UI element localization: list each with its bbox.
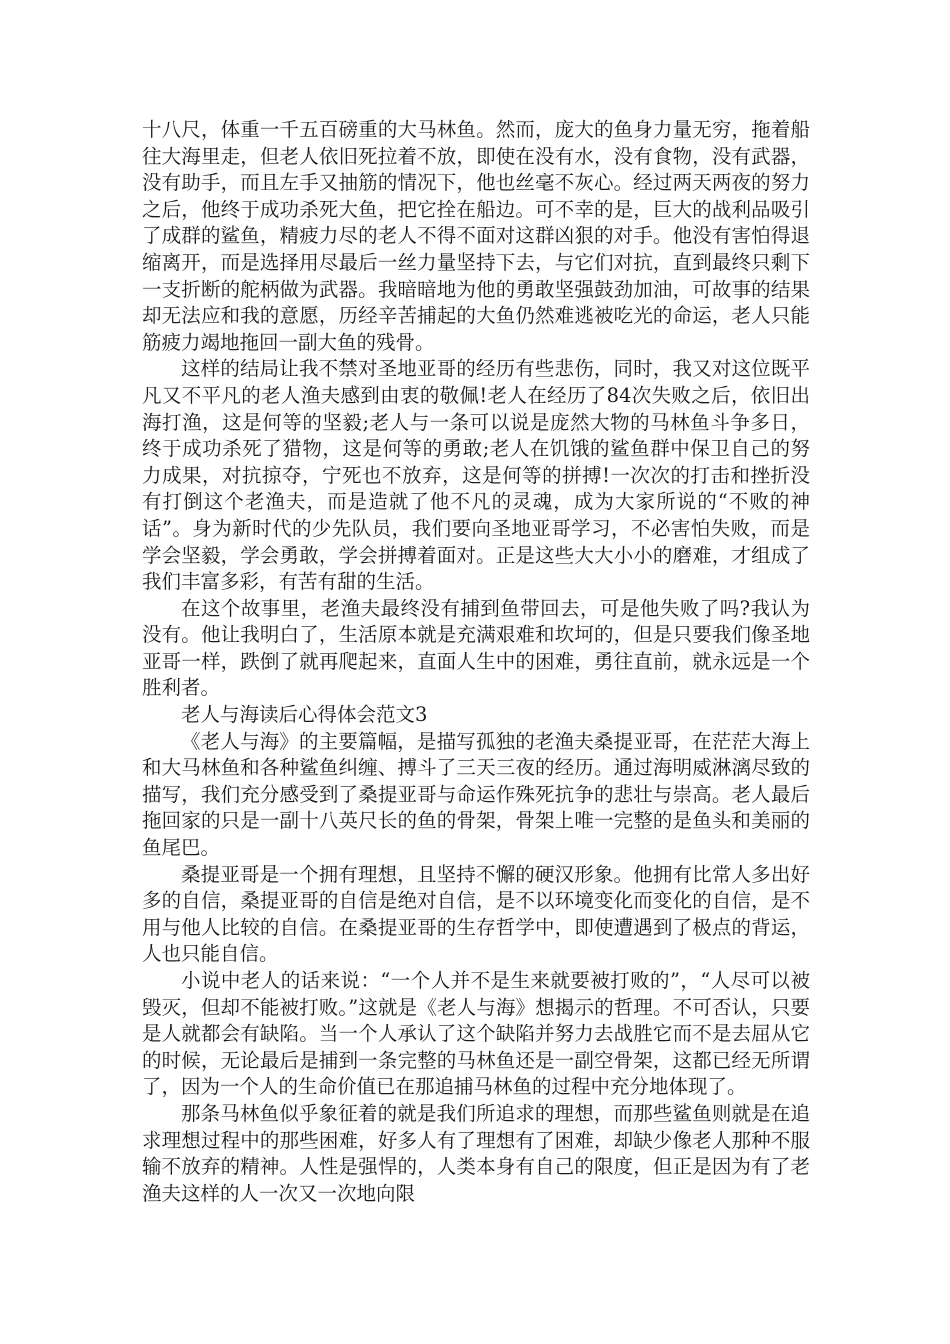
paragraph-2: 这样的结局让我不禁对圣地亚哥的经历有些悲伤，同时，我又对这位既平凡又不平凡的老人渔夫感到由衷的敬佩!老人在经历了84次失败之后，依旧出海打渔，这是何等的坚毅;老人与一条可以说是庞然大物的马林鱼斗争多日，终于成功杀死了猎物，这是何等的勇敢;老人在饥饿的鲨鱼群中保卫自己的努力成果，对抗掠夺，宁死也不放弃，这是何等的拼搏!一次次的打击和挫折没有打倒这个老渔夫，而是造就了他不凡的灵魂，成为大家所说的“不败的神话”。身为新时代的少先队员，我们要向圣地亚哥学习，不必害怕失败，而是学会坚毅，学会勇敢，学会拼搏着面对。正是这些大大小小的磨难，才组成了我们丰富多彩，有苦有甜的生活。 xyxy=(142,357,810,594)
paragraph-5: 桑提亚哥是一个拥有理想，且坚持不懈的硬汉形象。他拥有比常人多出好多的自信，桑提亚哥的自信是绝对自信，是不以环境变化而变化的自信，是不用与他人比较的自信。在桑提亚哥的生存哲学中，即使遭遇到了极点的背运，人也只能自信。 xyxy=(142,862,810,966)
paragraph-1: 十八尺，体重一千五百磅重的大马林鱼。然而，庞大的鱼身力量无穷，拖着船往大海里走，但老人依旧死拉着不放，即使在没有水，没有食物，没有武器，没有助手，而且左手又抽筋的情况下，他也丝毫不灰心。经过两天两夜的努力之后，他终于成功杀死大鱼，把它拴在船边。可不幸的是，巨大的战利品吸引了成群的鲨鱼，精疲力尽的老人不得不面对这群凶狠的对手。他没有害怕得退缩离开，而是选择用尽最后一丝力量坚持下去，与它们对抗，直到最终只剩下一支折断的舵柄做为武器。我暗暗地为他的勇敢坚强鼓劲加油，可故事的结果却无法应和我的意愿，历经辛苦捕起的大鱼仍然难逃被吃光的命运，老人只能筋疲力竭地拖回一副大鱼的残骨。 xyxy=(142,118,810,354)
paragraph-4: 《老人与海》的主要篇幅，是描写孤独的老渔夫桑提亚哥，在茫茫大海上和大马林鱼和各种鲨鱼纠缠、搏斗了三天三夜的经历。通过海明威淋漓尽致的描写，我们充分感受到了桑提亚哥与命运作殊死抗争的悲壮与崇高。老人最后拖回家的只是一副十八英尺长的鱼的骨架，骨架上唯一完整的是鱼头和美丽的鱼尾巴。 xyxy=(142,729,810,860)
paragraph-3: 在这个故事里，老渔夫最终没有捕到鱼带回去，可是他失败了吗?我认为没有。他让我明白了，生活原本就是充满艰难和坎坷的，但是只要我们像圣地亚哥一样，跌倒了就再爬起来，直面人生中的困难，勇往直前，就永远是一个胜利者。 xyxy=(142,596,810,700)
section-heading: 老人与海读后心得体会范文3 xyxy=(181,703,428,727)
document-body xyxy=(142,117,810,1207)
paragraph-7: 那条马林鱼似乎象征着的就是我们所追求的理想，而那些鲨鱼则就是在追求理想过程中的那些困难，好多人有了理想有了困难，却缺少像老人那种不服输不放弃的精神。人性是强悍的，人类本身有自己的限度，但正是因为有了老渔夫这样的人一次又一次地向限 xyxy=(142,1101,810,1205)
paragraph-6: 小说中老人的话来说：“一个人并不是生来就要被打败的”，“人尽可以被毁灭，但却不能被打败。”这就是《老人与海》想揭示的哲理。不可否认，只要是人就都会有缺陷。当一个人承认了这个缺陷并努力去战胜它而不是去屈从它的时候，无论最后是捕到一条完整的马林鱼还是一副空骨架，这都已经无所谓了，因为一个人的生命价值已在那追捕马林鱼的过程中充分地体现了。 xyxy=(142,969,810,1099)
